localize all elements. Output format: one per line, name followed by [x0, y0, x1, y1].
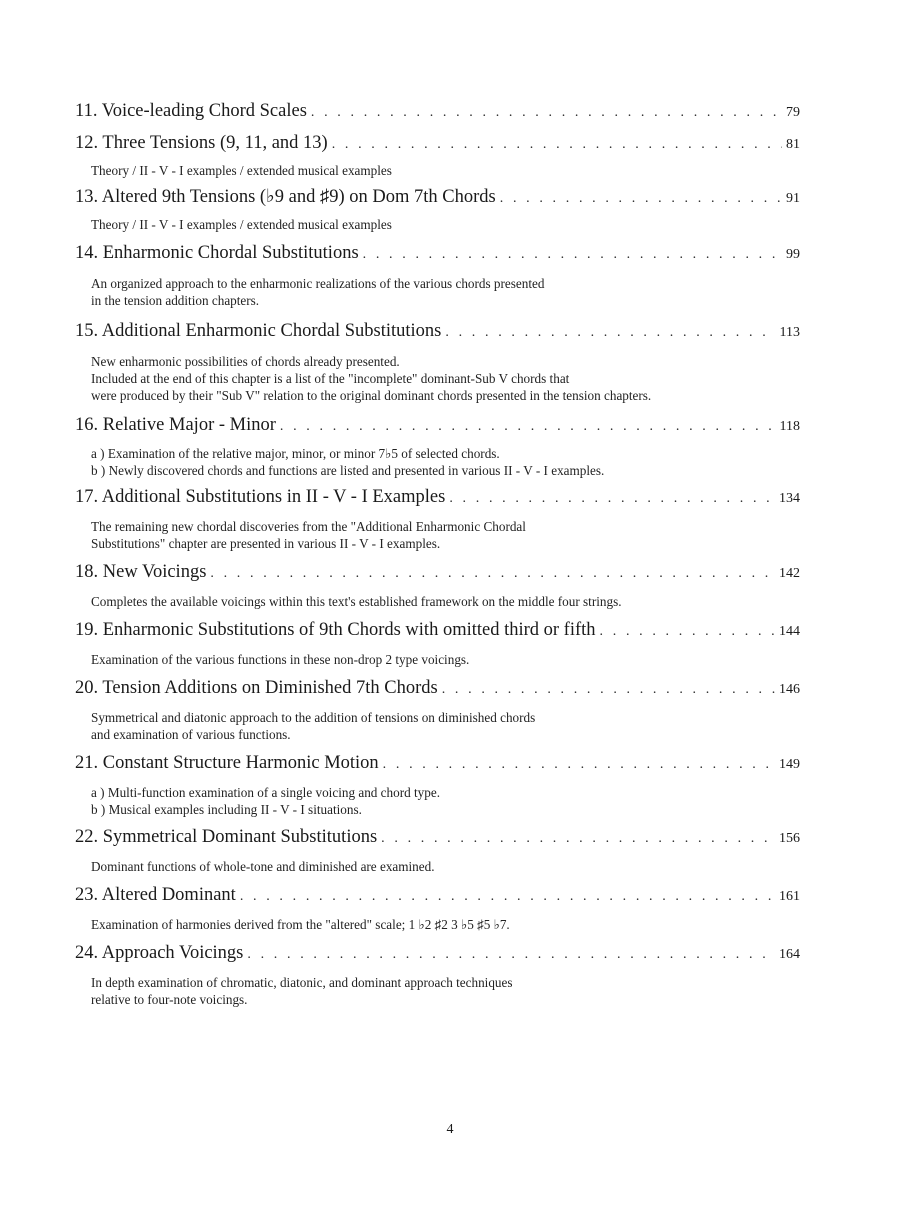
dot-leader — [383, 751, 775, 779]
entry-page: 156 — [779, 831, 800, 846]
toc-entry-13 — [75, 183, 800, 233]
entry-title: 21. Constant Structure Harmonic Motion — [75, 753, 379, 773]
entry-page: 79 — [786, 105, 800, 120]
dot-leader — [500, 185, 782, 213]
entry-description: a ) Multi-function examination of a single voicing and chord type. b ) Musical examples including II - V - I situations. — [91, 785, 441, 817]
toc-entry-20 — [75, 674, 800, 743]
dot-leader — [381, 825, 775, 853]
entry-title: 18. New Voicings — [75, 562, 207, 582]
toc-entry-16 — [75, 411, 800, 479]
entry-page: 161 — [779, 889, 800, 904]
dot-leader — [442, 676, 775, 704]
entry-page: 142 — [779, 566, 800, 581]
entry-title: 13. Altered 9th Tensions (♭9 and ♯9) on Dom 7th Chords — [75, 187, 496, 207]
toc-entry-21 — [75, 749, 800, 818]
table-of-contents — [75, 97, 800, 1008]
toc-entry-19 — [75, 616, 800, 668]
entry-page: 91 — [786, 191, 800, 206]
toc-entry-22 — [75, 823, 800, 875]
entry-description: The remaining new chordal discoveries from the "Additional Enharmonic Chordal Substitutions" chapter are presented in various II - V - I examples. — [91, 519, 526, 551]
dot-leader — [280, 413, 776, 441]
entry-title: 19. Enharmonic Substitutions of 9th Chords with omitted third or fifth — [75, 620, 596, 640]
dot-leader — [247, 941, 775, 969]
entry-page: 118 — [779, 419, 800, 434]
dot-leader — [210, 560, 775, 588]
entry-page: 164 — [779, 947, 800, 962]
entry-page: 144 — [779, 624, 800, 639]
entry-description: Dominant functions of whole-tone and diminished are examined. — [91, 859, 435, 874]
dot-leader — [445, 319, 775, 347]
entry-title: 12. Three Tensions (9, 11, and 13) — [75, 133, 328, 153]
dot-leader — [311, 99, 782, 127]
entry-title: 22. Symmetrical Dominant Substitutions — [75, 827, 378, 847]
entry-title: 16. Relative Major - Minor — [75, 415, 276, 435]
entry-title: 20. Tension Additions on Diminished 7th Chords — [75, 678, 438, 698]
toc-entry-11 — [75, 97, 800, 127]
toc-entry-15 — [75, 317, 800, 404]
dot-leader — [363, 241, 782, 269]
entry-page: 81 — [786, 137, 800, 152]
entry-description: Examination of harmonies derived from the "altered" scale; 1 ♭2 ♯2 3 ♭5 ♯5 ♭7. — [91, 917, 510, 932]
entry-title: 15. Additional Enharmonic Chordal Substitutions — [75, 321, 442, 341]
entry-description: Completes the available voicings within this text's established framework on the middle four strings. — [91, 594, 622, 609]
dot-leader — [332, 131, 782, 159]
toc-entry-24 — [75, 939, 800, 1008]
entry-page: 134 — [779, 491, 800, 506]
entry-page: 99 — [786, 247, 800, 262]
entry-title: 17. Additional Substitutions in II - V - I Examples — [75, 487, 446, 507]
toc-entry-14 — [75, 239, 800, 309]
dot-leader — [240, 883, 775, 911]
entry-title: 11. Voice-leading Chord Scales — [75, 101, 307, 121]
entry-description: a ) Examination of the relative major, minor, or minor 7♭5 of selected chords. b ) Newly discovered chords and functions are listed and presented in various II - V - I examples. — [91, 446, 605, 478]
dot-leader — [600, 618, 775, 646]
page-number: 4 — [446, 1122, 454, 1137]
toc-entry-12 — [75, 129, 800, 179]
toc-entry-23 — [75, 881, 800, 933]
entry-page: 113 — [779, 325, 800, 340]
entry-description: Symmetrical and diatonic approach to the addition of tensions on diminished chords and examination of various functions. — [91, 710, 536, 742]
entry-description: Theory / II - V - I examples / extended musical examples — [91, 217, 392, 232]
entry-description: New enharmonic possibilities of chords already presented. Included at the end of this chapter is a list of the "incomplete" dominant-Sub V chords that were produced by their "Sub V" relation to the original dominant chords presented in the tension chapters. — [91, 354, 652, 403]
entry-description: In depth examination of chromatic, diatonic, and dominant approach techniques relative to four-note voicings. — [91, 975, 513, 1007]
entry-page: 146 — [779, 682, 800, 697]
entry-description: Examination of the various functions in these non-drop 2 type voicings. — [91, 652, 470, 667]
entry-description: Theory / II - V - I examples / extended musical examples — [91, 163, 392, 178]
toc-entry-17 — [75, 483, 800, 552]
toc-entry-18 — [75, 558, 800, 610]
entry-description: An organized approach to the enharmonic realizations of the various chords presented in the tension addition chapters. — [91, 276, 545, 308]
dot-leader — [449, 485, 775, 513]
entry-title: 24. Approach Voicings — [75, 943, 244, 963]
entry-title: 14. Enharmonic Chordal Substitutions — [75, 243, 359, 263]
entry-page: 149 — [779, 757, 800, 772]
entry-title: 23. Altered Dominant — [75, 885, 236, 905]
